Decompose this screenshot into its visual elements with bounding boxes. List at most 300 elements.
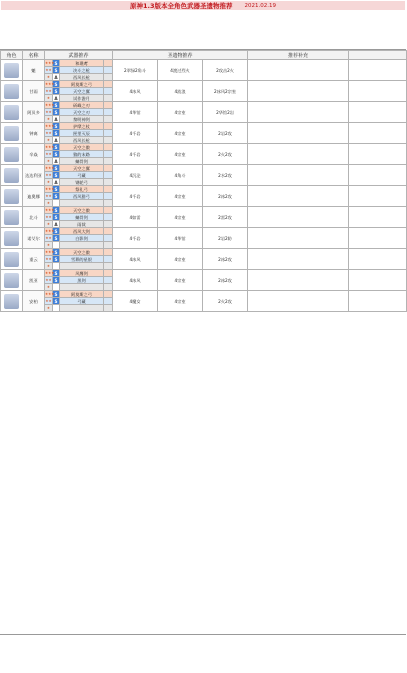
character-row bbox=[1, 270, 407, 277]
extra-cell bbox=[349, 270, 407, 291]
artifact-set: 4渡过烈火 bbox=[158, 60, 203, 81]
weapon-grade bbox=[53, 305, 60, 312]
artifact-set: 4如雷 bbox=[113, 207, 158, 228]
table-header-row bbox=[1, 51, 407, 60]
weapon-grade bbox=[53, 284, 60, 291]
character-row bbox=[1, 207, 407, 214]
rank-marker bbox=[45, 151, 53, 158]
weapon-name: 天空之傲 bbox=[60, 249, 104, 256]
weapon-grade: S bbox=[54, 165, 58, 171]
character-row bbox=[1, 228, 407, 235]
rank-stars-icon: ★★ bbox=[45, 173, 52, 177]
weapon-spacer bbox=[104, 102, 113, 109]
character-portrait bbox=[4, 210, 19, 225]
rank-marker bbox=[45, 235, 53, 242]
character-portrait bbox=[4, 189, 19, 204]
weapon-grade: A bbox=[54, 158, 58, 164]
col-name: 名称 bbox=[23, 51, 45, 60]
rank-marker bbox=[45, 95, 53, 102]
weapon-grade bbox=[53, 263, 60, 270]
recommend-tip bbox=[248, 270, 349, 291]
character-row bbox=[1, 144, 407, 151]
rank-marker bbox=[45, 109, 53, 116]
rank-stars-icon: ★★★ bbox=[45, 292, 55, 296]
weapon-spacer bbox=[104, 151, 113, 158]
artifact-set: 4千岩 bbox=[113, 186, 158, 207]
weapon-spacer bbox=[104, 235, 113, 242]
artifact-set: 4流浪 bbox=[158, 81, 203, 102]
character-row bbox=[1, 102, 407, 109]
rank-stars-icon: ★ bbox=[46, 306, 51, 310]
weapon-grade: S bbox=[54, 60, 58, 66]
recommend-tip bbox=[248, 144, 349, 165]
weapon-grade: A bbox=[54, 116, 58, 122]
rank-stars-icon: ★ bbox=[46, 117, 51, 121]
artifact-set: 4宗室 bbox=[158, 123, 203, 144]
rank-marker bbox=[45, 291, 53, 298]
weapon-grade: S bbox=[54, 186, 58, 192]
recommend-tip bbox=[248, 165, 349, 186]
weapon-spacer bbox=[104, 277, 113, 284]
character-name: 达达利亚 bbox=[23, 165, 45, 186]
extra-cell bbox=[349, 165, 407, 186]
weapon-name: 斫峰之刃 bbox=[60, 102, 104, 109]
artifact-set: 2火2攻 bbox=[203, 291, 248, 312]
rank-marker bbox=[45, 144, 53, 151]
artifact-set: 4宗室 bbox=[158, 102, 203, 123]
rank-stars-icon: ★★ bbox=[45, 299, 52, 303]
artifact-set: 4宗室 bbox=[158, 291, 203, 312]
rank-stars-icon: ★★★ bbox=[45, 271, 55, 275]
rank-stars-icon: ★★ bbox=[45, 110, 52, 114]
rank-stars-icon: ★ bbox=[46, 96, 51, 100]
rank-marker bbox=[45, 60, 53, 67]
weapon-spacer bbox=[104, 270, 113, 277]
rank-stars-icon: ★★★ bbox=[45, 229, 55, 233]
rank-stars-icon: ★★ bbox=[45, 278, 52, 282]
recommend-tip bbox=[248, 123, 349, 144]
rank-stars-icon: ★★★ bbox=[45, 145, 55, 149]
weapon-name: 护摩之杖 bbox=[60, 123, 104, 130]
weapon-spacer bbox=[104, 291, 113, 298]
weapon-grade: S bbox=[54, 109, 58, 115]
weapon-name: 祭礼弓 bbox=[60, 186, 104, 193]
weapon-spacer bbox=[104, 172, 113, 179]
weapon-spacer bbox=[104, 298, 113, 305]
rank-marker bbox=[45, 214, 53, 221]
col-role: 角色 bbox=[1, 51, 23, 60]
weapon-grade: S bbox=[54, 88, 58, 94]
weapon-name: 螭骨剑 bbox=[60, 214, 104, 221]
rank-marker bbox=[45, 81, 53, 88]
header-note bbox=[0, 24, 406, 31]
weapon-grade: S bbox=[54, 130, 58, 136]
rank-stars-icon: ★★ bbox=[45, 215, 52, 219]
rank-marker bbox=[45, 123, 53, 130]
character-row bbox=[1, 186, 407, 193]
weapon-name bbox=[60, 305, 104, 312]
weapon-spacer bbox=[104, 116, 113, 123]
character-portrait-cell bbox=[1, 186, 23, 207]
rank-stars-icon: ★ bbox=[46, 222, 51, 226]
weapon-grade bbox=[53, 200, 60, 207]
artifact-set: 4宗室 bbox=[158, 270, 203, 291]
weapon-name: 匣里灭辰 bbox=[60, 130, 104, 137]
rank-marker bbox=[45, 158, 53, 165]
page-title: 原神1.3版本全角色武器圣遗物推荐 bbox=[129, 2, 233, 10]
weapon-spacer bbox=[104, 74, 113, 81]
character-name: 凯亚 bbox=[23, 270, 45, 291]
page bbox=[0, 1, 406, 673]
character-portrait bbox=[4, 252, 19, 267]
weapon-grade: A bbox=[54, 221, 58, 227]
recommend-tip bbox=[248, 186, 349, 207]
weapon-grade: S bbox=[54, 249, 58, 255]
rank-marker bbox=[45, 67, 53, 74]
artifact-set: 2水2攻 bbox=[203, 165, 248, 186]
recommendation-table bbox=[0, 50, 407, 312]
weapon-spacer bbox=[104, 144, 113, 151]
rank-marker bbox=[45, 270, 53, 277]
rank-stars-icon: ★★★ bbox=[45, 61, 55, 65]
rank-marker bbox=[45, 172, 53, 179]
rank-marker bbox=[45, 137, 53, 144]
artifact-set: 2岩2攻 bbox=[203, 123, 248, 144]
artifact-set: 2攻击2火 bbox=[203, 60, 248, 81]
extra-cell bbox=[349, 291, 407, 312]
weapon-spacer bbox=[104, 200, 113, 207]
character-name: 辛焱 bbox=[23, 144, 45, 165]
rank-marker bbox=[45, 74, 53, 81]
character-name: 重云 bbox=[23, 249, 45, 270]
rank-marker bbox=[45, 165, 53, 172]
weapon-name: 白影剑 bbox=[60, 235, 104, 242]
weapon-grade: A bbox=[54, 74, 58, 80]
artifact-set: 4冰风 bbox=[113, 81, 158, 102]
weapon-name: 狼的末路 bbox=[60, 151, 104, 158]
artifact-set: 4冰风 bbox=[113, 249, 158, 270]
artifact-set: 2冰2攻 bbox=[203, 186, 248, 207]
weapon-name: 试作澹月 bbox=[60, 95, 104, 102]
rank-stars-icon: ★★★ bbox=[45, 103, 55, 107]
weapon-name: 天空之刃 bbox=[60, 109, 104, 116]
artifact-set: 2岩2防 bbox=[203, 228, 248, 249]
weapon-name: 雨裁 bbox=[60, 221, 104, 228]
character-portrait bbox=[4, 168, 19, 183]
weapon-grade bbox=[53, 242, 60, 249]
character-portrait-cell bbox=[1, 270, 23, 291]
artifact-set: 4宗室 bbox=[158, 207, 203, 228]
weapon-grade: S bbox=[54, 291, 58, 297]
rank-marker bbox=[45, 228, 53, 235]
weapon-name bbox=[60, 263, 104, 270]
rank-stars-icon: ★★★ bbox=[45, 124, 55, 128]
rank-stars-icon: ★ bbox=[46, 75, 51, 79]
rank-stars-icon: ★ bbox=[46, 285, 51, 289]
weapon-name: 螭骨剑 bbox=[60, 158, 104, 165]
artifact-set: 4沉沦 bbox=[113, 165, 158, 186]
weapon-spacer bbox=[104, 88, 113, 95]
weapon-grade: S bbox=[54, 235, 58, 241]
character-portrait-cell bbox=[1, 291, 23, 312]
rank-marker bbox=[45, 116, 53, 123]
artifact-set: 2翠绿2角斗 bbox=[113, 60, 158, 81]
recommend-tip bbox=[248, 207, 349, 228]
rank-stars-icon: ★ bbox=[46, 264, 51, 268]
rank-marker bbox=[45, 263, 53, 270]
page-date: 2021.02.19 bbox=[244, 2, 276, 9]
rank-marker bbox=[45, 179, 53, 186]
character-name: 迪奥娜 bbox=[23, 186, 45, 207]
weapon-grade: S bbox=[54, 151, 58, 157]
weapon-spacer bbox=[104, 81, 113, 88]
weapon-grade: S bbox=[54, 172, 58, 178]
weapon-name: 天空之翼 bbox=[60, 165, 104, 172]
weapon-grade: S bbox=[54, 81, 58, 87]
artifact-set: 2冰2攻 bbox=[203, 249, 248, 270]
rank-marker bbox=[45, 207, 53, 214]
weapon-grade: S bbox=[54, 67, 58, 73]
weapon-spacer bbox=[104, 228, 113, 235]
character-portrait-cell bbox=[1, 60, 23, 81]
page-footer bbox=[0, 634, 406, 673]
recommend-tip bbox=[248, 228, 349, 249]
character-portrait bbox=[4, 63, 19, 78]
artifact-set: 2火2攻 bbox=[203, 144, 248, 165]
character-name: 钟离 bbox=[23, 123, 45, 144]
character-name: 魈 bbox=[23, 60, 45, 81]
character-row bbox=[1, 165, 407, 172]
artifact-set: 4千岩 bbox=[113, 144, 158, 165]
weapon-name: 西风大剑 bbox=[60, 228, 104, 235]
character-portrait bbox=[4, 84, 19, 99]
rank-marker bbox=[45, 200, 53, 207]
weapon-spacer bbox=[104, 256, 113, 263]
character-row bbox=[1, 81, 407, 88]
weapon-name: 风鹰剑 bbox=[60, 270, 104, 277]
recommend-tip bbox=[248, 291, 349, 312]
character-portrait-cell bbox=[1, 249, 23, 270]
weapon-spacer bbox=[104, 249, 113, 256]
weapon-grade: A bbox=[54, 95, 58, 101]
character-portrait-cell bbox=[1, 228, 23, 249]
rank-marker bbox=[45, 256, 53, 263]
rank-marker bbox=[45, 130, 53, 137]
header-note bbox=[0, 31, 406, 38]
rank-stars-icon: ★★★ bbox=[45, 187, 55, 191]
artifact-set: 2冰2攻 bbox=[203, 270, 248, 291]
weapon-spacer bbox=[104, 165, 113, 172]
character-portrait bbox=[4, 231, 19, 246]
character-name: 北斗 bbox=[23, 207, 45, 228]
artifact-set: 4角斗 bbox=[158, 165, 203, 186]
artifact-set: 4华馆 bbox=[158, 228, 203, 249]
character-row bbox=[1, 123, 407, 130]
character-portrait-cell bbox=[1, 165, 23, 186]
extra-cell bbox=[349, 102, 407, 123]
weapon-spacer bbox=[104, 95, 113, 102]
weapon-name: 决斗之枪 bbox=[60, 67, 104, 74]
character-portrait-cell bbox=[1, 123, 23, 144]
weapon-name bbox=[60, 242, 104, 249]
weapon-name: 阿莫斯之弓 bbox=[60, 291, 104, 298]
rank-stars-icon: ★★ bbox=[45, 236, 52, 240]
weapon-spacer bbox=[104, 263, 113, 270]
rank-marker bbox=[45, 249, 53, 256]
weapon-name: 和璞鸢 bbox=[60, 60, 104, 67]
weapon-grade: S bbox=[54, 256, 58, 262]
weapon-spacer bbox=[104, 221, 113, 228]
extra-cell bbox=[349, 81, 407, 102]
weapon-grade: S bbox=[54, 123, 58, 129]
extra-cell bbox=[349, 228, 407, 249]
character-portrait-cell bbox=[1, 81, 23, 102]
artifact-set: 4冰风 bbox=[113, 270, 158, 291]
character-row bbox=[1, 249, 407, 256]
rank-stars-icon: ★ bbox=[46, 159, 51, 163]
weapon-name: 天空之傲 bbox=[60, 207, 104, 214]
page-header bbox=[0, 1, 406, 50]
extra-cell bbox=[349, 249, 407, 270]
character-portrait bbox=[4, 147, 19, 162]
weapon-grade: S bbox=[54, 298, 58, 304]
character-name: 甘雨 bbox=[23, 81, 45, 102]
weapon-grade: A bbox=[54, 137, 58, 143]
rank-marker bbox=[45, 221, 53, 228]
character-portrait bbox=[4, 126, 19, 141]
weapon-spacer bbox=[104, 214, 113, 221]
title-bar bbox=[1, 1, 405, 10]
weapon-grade: S bbox=[54, 144, 58, 150]
weapon-name: 弓藏 bbox=[60, 298, 104, 305]
artifact-set: 4千岩 bbox=[113, 123, 158, 144]
artifact-set: 4华馆 bbox=[113, 102, 158, 123]
extra-cell bbox=[349, 186, 407, 207]
extra-cell bbox=[349, 60, 407, 81]
artifact-set: 4宗室 bbox=[158, 144, 203, 165]
weapon-spacer bbox=[104, 207, 113, 214]
rank-stars-icon: ★★★ bbox=[45, 250, 55, 254]
rank-marker bbox=[45, 298, 53, 305]
weapon-spacer bbox=[104, 130, 113, 137]
weapon-name: 天空之傲 bbox=[60, 144, 104, 151]
character-name: 阿贝多 bbox=[23, 102, 45, 123]
recommend-tip bbox=[248, 81, 349, 102]
character-portrait bbox=[4, 105, 19, 120]
weapon-spacer bbox=[104, 137, 113, 144]
col-artifact: 圣遗物推荐 bbox=[113, 51, 248, 60]
weapon-name bbox=[60, 284, 104, 291]
weapon-grade: S bbox=[54, 270, 58, 276]
weapon-grade: S bbox=[54, 228, 58, 234]
rank-marker bbox=[45, 186, 53, 193]
weapon-spacer bbox=[104, 158, 113, 165]
weapon-spacer bbox=[104, 284, 113, 291]
extra-cell bbox=[349, 207, 407, 228]
weapon-spacer bbox=[104, 186, 113, 193]
rank-stars-icon: ★★★ bbox=[45, 82, 55, 86]
rank-stars-icon: ★★★ bbox=[45, 208, 55, 212]
artifact-set: 4宗室 bbox=[158, 249, 203, 270]
rank-marker bbox=[45, 277, 53, 284]
rank-marker bbox=[45, 284, 53, 291]
artifact-set: 2雷2攻 bbox=[203, 207, 248, 228]
weapon-name: 黑剑 bbox=[60, 277, 104, 284]
recommend-tip bbox=[248, 249, 349, 270]
weapon-grade: S bbox=[54, 207, 58, 213]
weapon-spacer bbox=[104, 193, 113, 200]
rank-stars-icon: ★ bbox=[46, 138, 51, 142]
footer-note bbox=[0, 655, 406, 662]
extra-cell bbox=[349, 144, 407, 165]
extra-cell bbox=[349, 123, 407, 144]
weapon-grade: S bbox=[54, 277, 58, 283]
weapon-grade: S bbox=[54, 102, 58, 108]
rank-stars-icon: ★ bbox=[46, 243, 51, 247]
weapon-spacer bbox=[104, 67, 113, 74]
rank-marker bbox=[45, 88, 53, 95]
character-portrait-cell bbox=[1, 207, 23, 228]
character-name: 诺艾尔 bbox=[23, 228, 45, 249]
weapon-spacer bbox=[104, 179, 113, 186]
weapon-name: 西风长枪 bbox=[60, 137, 104, 144]
header-note bbox=[0, 17, 406, 24]
character-row bbox=[1, 60, 407, 67]
character-portrait bbox=[4, 273, 19, 288]
weapon-name: 西风长枪 bbox=[60, 74, 104, 81]
weapon-spacer bbox=[104, 242, 113, 249]
weapon-spacer bbox=[104, 305, 113, 312]
weapon-spacer bbox=[104, 123, 113, 130]
col-weapon: 武器推荐 bbox=[45, 51, 113, 60]
artifact-set: 4魔女 bbox=[113, 291, 158, 312]
weapon-name: 弓藏 bbox=[60, 172, 104, 179]
rank-stars-icon: ★ bbox=[46, 201, 51, 205]
character-row bbox=[1, 291, 407, 298]
weapon-spacer bbox=[104, 60, 113, 67]
weapon-name: 雪葬的星银 bbox=[60, 256, 104, 263]
character-portrait bbox=[4, 294, 19, 309]
header-note bbox=[0, 10, 406, 17]
rank-marker bbox=[45, 305, 53, 312]
col-tips: 推荐补充 bbox=[248, 51, 349, 60]
artifact-set: 4宗室 bbox=[158, 186, 203, 207]
weapon-name: 钢轮弓 bbox=[60, 179, 104, 186]
character-name: 安柏 bbox=[23, 291, 45, 312]
weapon-name: 天空之翼 bbox=[60, 88, 104, 95]
character-portrait-cell bbox=[1, 144, 23, 165]
rank-stars-icon: ★★ bbox=[45, 89, 52, 93]
artifact-set: 2冰风2宗室 bbox=[203, 81, 248, 102]
rank-stars-icon: ★★ bbox=[45, 152, 52, 156]
weapon-name: 阿莫斯之弓 bbox=[60, 81, 104, 88]
rank-marker bbox=[45, 102, 53, 109]
artifact-set: 2华馆2岩 bbox=[203, 102, 248, 123]
weapon-name bbox=[60, 200, 104, 207]
recommend-tip bbox=[248, 102, 349, 123]
header-note bbox=[0, 38, 406, 45]
recommend-tip bbox=[248, 60, 349, 81]
weapon-grade: S bbox=[54, 193, 58, 199]
weapon-spacer bbox=[104, 109, 113, 116]
weapon-name: 西风猎弓 bbox=[60, 193, 104, 200]
rank-stars-icon: ★★ bbox=[45, 131, 52, 135]
rank-stars-icon: ★★ bbox=[45, 257, 52, 261]
character-portrait-cell bbox=[1, 102, 23, 123]
rank-stars-icon: ★★★ bbox=[45, 166, 55, 170]
rank-marker bbox=[45, 242, 53, 249]
artifact-set: 4千岩 bbox=[113, 228, 158, 249]
